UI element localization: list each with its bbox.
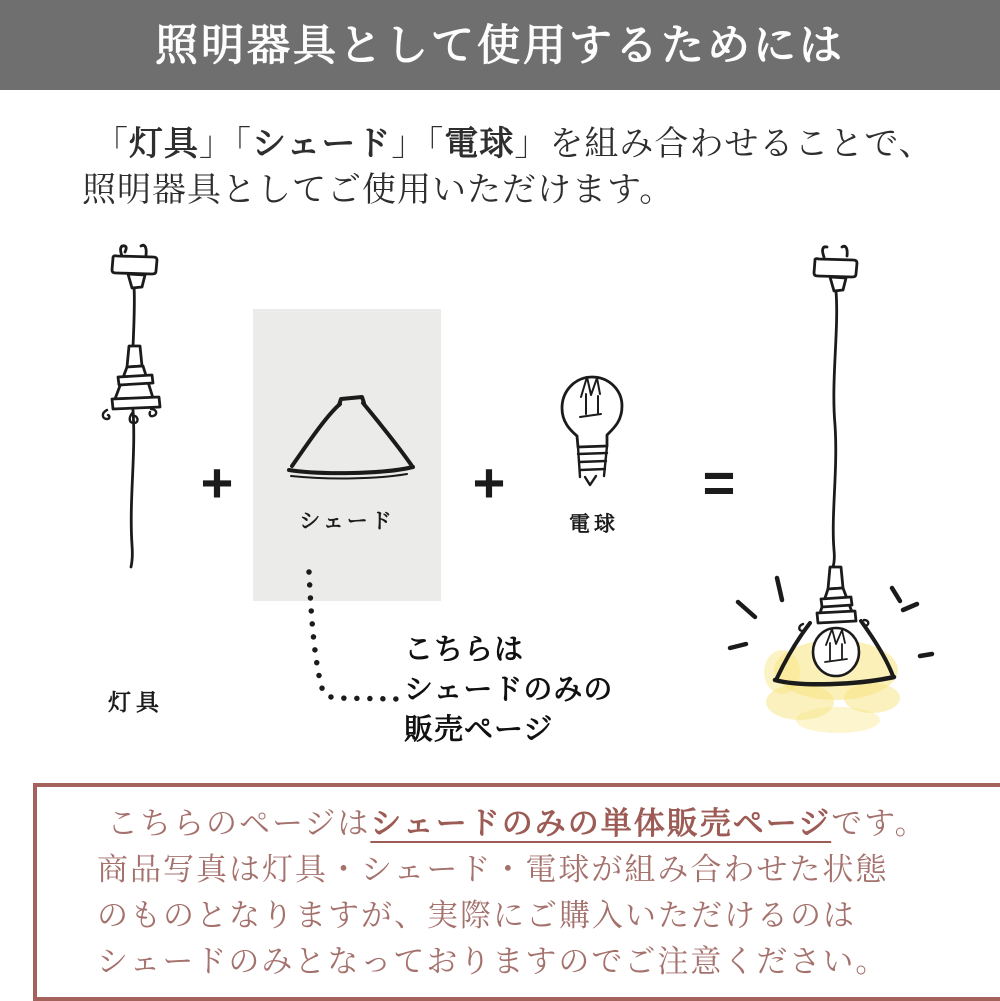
text-segment: 」「	[391, 125, 445, 163]
shade-highlight-box	[253, 309, 441, 601]
header-banner	[0, 0, 1000, 90]
note-line-1	[97, 801, 1000, 847]
assembled-pendant-drawing	[730, 246, 932, 733]
text-segment: 」を組み合わせることで、	[514, 125, 934, 163]
note-line-3: のものとなりますが、実際にご購入いただけるのは	[97, 898, 856, 933]
bulb-label: 電球	[569, 513, 619, 536]
note-line-2: 商品写真は灯具・シェード・電球が組み合わせた状態	[97, 852, 889, 887]
intro-line-2: 照明器具としてご使用いただけます。	[82, 171, 675, 209]
note-line-4: シェードのみとなっておりますのでご注意ください。	[97, 944, 889, 979]
text-segment: 」「	[199, 125, 252, 163]
plus-icon: +	[472, 451, 506, 514]
annotation-text	[404, 630, 613, 750]
text-segment: こちらのページは	[107, 806, 371, 841]
equals-icon: =	[702, 451, 736, 514]
note-box	[33, 783, 1000, 1001]
text-segment: シェード	[252, 125, 392, 163]
annotation-line: 販売ページ	[404, 714, 554, 746]
text-segment: シェードのみの単体販売ページ	[370, 806, 832, 841]
intro-text	[82, 121, 934, 213]
lamp-fixture-drawing	[103, 245, 160, 567]
lamp-label: 灯具	[108, 689, 164, 715]
plus-icon: +	[200, 451, 234, 514]
text-segment: です。	[831, 806, 928, 841]
light-rays	[730, 578, 932, 656]
shade-label: シェード	[299, 510, 395, 533]
text-segment: 電球	[444, 125, 515, 163]
annotation-line: こちらは	[404, 634, 525, 666]
annotation-line: シェードのみの	[404, 674, 614, 706]
text-segment: 灯具	[129, 125, 199, 163]
bulb-drawing	[562, 377, 622, 485]
glow	[764, 640, 900, 733]
text-segment: 「	[94, 125, 129, 163]
page-title: 照明器具として使用するためには	[155, 22, 845, 70]
intro-line-1	[82, 121, 934, 167]
